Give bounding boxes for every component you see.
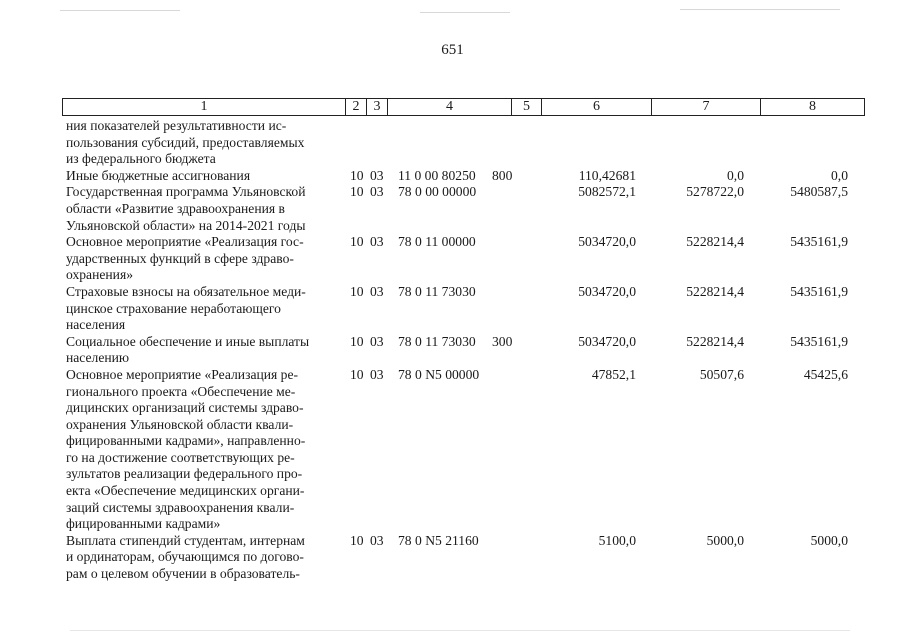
amount-col-6: 110,42681	[578, 167, 636, 183]
row-name-line: из федерального бюджета	[66, 151, 216, 167]
table-row	[66, 184, 856, 234]
column-header-4: 4	[388, 99, 512, 116]
row-name-line: Ульяновской области» на 2014-2021 годы	[66, 217, 306, 233]
column-header-1: 1	[63, 99, 346, 116]
row-name-line: Основное мероприятие «Реализация гос-	[66, 234, 304, 250]
amount-col-7: 5228214,4	[686, 234, 744, 250]
row-name	[66, 284, 344, 334]
row-name-line: пользования субсидий, предоставляемых	[66, 134, 305, 150]
row-name-line: зультатов реализации федерального про-	[66, 466, 303, 482]
target-article-code: 78 0 11 73030	[398, 333, 476, 349]
row-name-line: и ординаторам, обучающимся по догово-	[66, 549, 304, 565]
table-row	[66, 168, 856, 185]
row-name-line: Выплата стипендий студентам, интернам	[66, 532, 305, 548]
subsection-code: 03	[370, 532, 384, 548]
row-name	[66, 367, 344, 533]
row-name-line: гионального проекта «Обеспечение ме-	[66, 383, 296, 399]
section-code: 10	[350, 184, 364, 200]
table-row	[66, 284, 856, 334]
column-header-5: 5	[512, 99, 542, 116]
row-name-line: области «Развитие здравоохранения в	[66, 200, 285, 216]
row-name-line: фицированными кадрами», направленно-	[66, 433, 306, 449]
column-header-3: 3	[367, 99, 388, 116]
row-name	[66, 168, 344, 185]
target-article-code: 78 0 11 00000	[398, 234, 476, 250]
amount-col-6: 5100,0	[598, 532, 636, 548]
row-name	[66, 234, 344, 284]
amount-col-8: 5435161,9	[790, 283, 848, 299]
row-name-line: Основное мероприятие «Реализация ре-	[66, 366, 299, 382]
subsection-code: 03	[370, 283, 384, 299]
column-header-row	[63, 99, 865, 116]
row-name	[66, 334, 344, 367]
amount-col-8: 5480587,5	[790, 184, 848, 200]
amount-col-7: 5228214,4	[686, 333, 744, 349]
amount-col-8: 0,0	[831, 167, 848, 183]
subsection-code: 03	[370, 234, 384, 250]
row-name-line: Государственная программа Ульяновской	[66, 184, 306, 200]
amount-col-6: 5034720,0	[578, 234, 636, 250]
amount-col-7: 5228214,4	[686, 283, 744, 299]
row-name-line: рам о целевом обучении в образователь-	[66, 566, 300, 582]
section-code: 10	[350, 283, 364, 299]
amount-col-7: 5278722,0	[686, 184, 744, 200]
subsection-code: 03	[370, 184, 384, 200]
column-header-2: 2	[346, 99, 367, 116]
column-header-7: 7	[652, 99, 761, 116]
page-number: 651	[441, 42, 464, 58]
row-name-line: Иные бюджетные ассигнования	[66, 167, 251, 183]
amount-col-6: 5082572,1	[578, 184, 636, 200]
scan-artifact	[680, 9, 840, 10]
table-row	[66, 533, 856, 583]
row-name-line: ударственных функций в сфере здраво-	[66, 250, 294, 266]
amount-col-7: 5000,0	[706, 532, 744, 548]
target-article-code: 78 0 11 73030	[398, 283, 476, 299]
table-row	[66, 234, 856, 284]
table-row	[66, 367, 856, 533]
row-name-line: Социальное обеспечение и иные выплаты	[66, 333, 310, 349]
amount-col-6: 5034720,0	[578, 333, 636, 349]
amount-col-7: 0,0	[727, 167, 744, 183]
table-row	[66, 118, 856, 168]
amount-col-7: 50507,6	[699, 366, 744, 382]
row-name-line: охранения»	[66, 267, 133, 283]
row-name	[66, 184, 344, 234]
section-code: 10	[350, 333, 364, 349]
target-article-code: 78 0 00 00000	[398, 184, 477, 200]
subsection-code: 03	[370, 333, 384, 349]
amount-col-8: 5000,0	[810, 532, 848, 548]
subsection-code: 03	[370, 366, 384, 382]
scan-artifact	[60, 10, 180, 11]
row-name-line: населения	[66, 317, 126, 333]
amount-col-8: 45425,6	[803, 366, 848, 382]
amount-col-6: 47852,1	[591, 366, 636, 382]
section-code: 10	[350, 234, 364, 250]
row-name-line: го на достижение соответствующих ре-	[66, 449, 295, 465]
section-code: 10	[350, 366, 364, 382]
row-name-line: охранения Ульяновской области квали-	[66, 416, 294, 432]
scan-artifact	[70, 630, 850, 631]
budget-table-body	[66, 118, 856, 583]
row-name-line: заций системы здравоохранения квали-	[66, 499, 295, 515]
expense-type-code: 800	[492, 167, 513, 183]
scan-artifact	[420, 12, 510, 13]
row-name	[66, 533, 344, 583]
expense-type-code: 300	[492, 333, 513, 349]
amount-col-6: 5034720,0	[578, 283, 636, 299]
row-name-line: населению	[66, 350, 130, 366]
row-name	[66, 118, 344, 168]
row-name-line: Страховые взносы на обязательное меди-	[66, 283, 306, 299]
row-name-line: екта «Обеспечение медицинских органи-	[66, 483, 305, 499]
column-header-8: 8	[761, 99, 865, 116]
target-article-code: 11 0 00 80250	[398, 167, 476, 183]
row-name-line: цинское страхование неработающего	[66, 300, 281, 316]
row-name-line: фицированными кадрами»	[66, 516, 221, 532]
target-article-code: 78 0 N5 21160	[398, 532, 479, 548]
section-code: 10	[350, 167, 364, 183]
row-name-line: дицинских организаций системы здраво-	[66, 400, 304, 416]
amount-col-8: 5435161,9	[790, 333, 848, 349]
row-name-line: ния показателей результативности ис-	[66, 118, 287, 133]
subsection-code: 03	[370, 167, 384, 183]
table-row	[66, 334, 856, 367]
target-article-code: 78 0 N5 00000	[398, 366, 480, 382]
column-header-table	[62, 98, 865, 116]
amount-col-8: 5435161,9	[790, 234, 848, 250]
column-header-6: 6	[542, 99, 652, 116]
section-code: 10	[350, 532, 364, 548]
